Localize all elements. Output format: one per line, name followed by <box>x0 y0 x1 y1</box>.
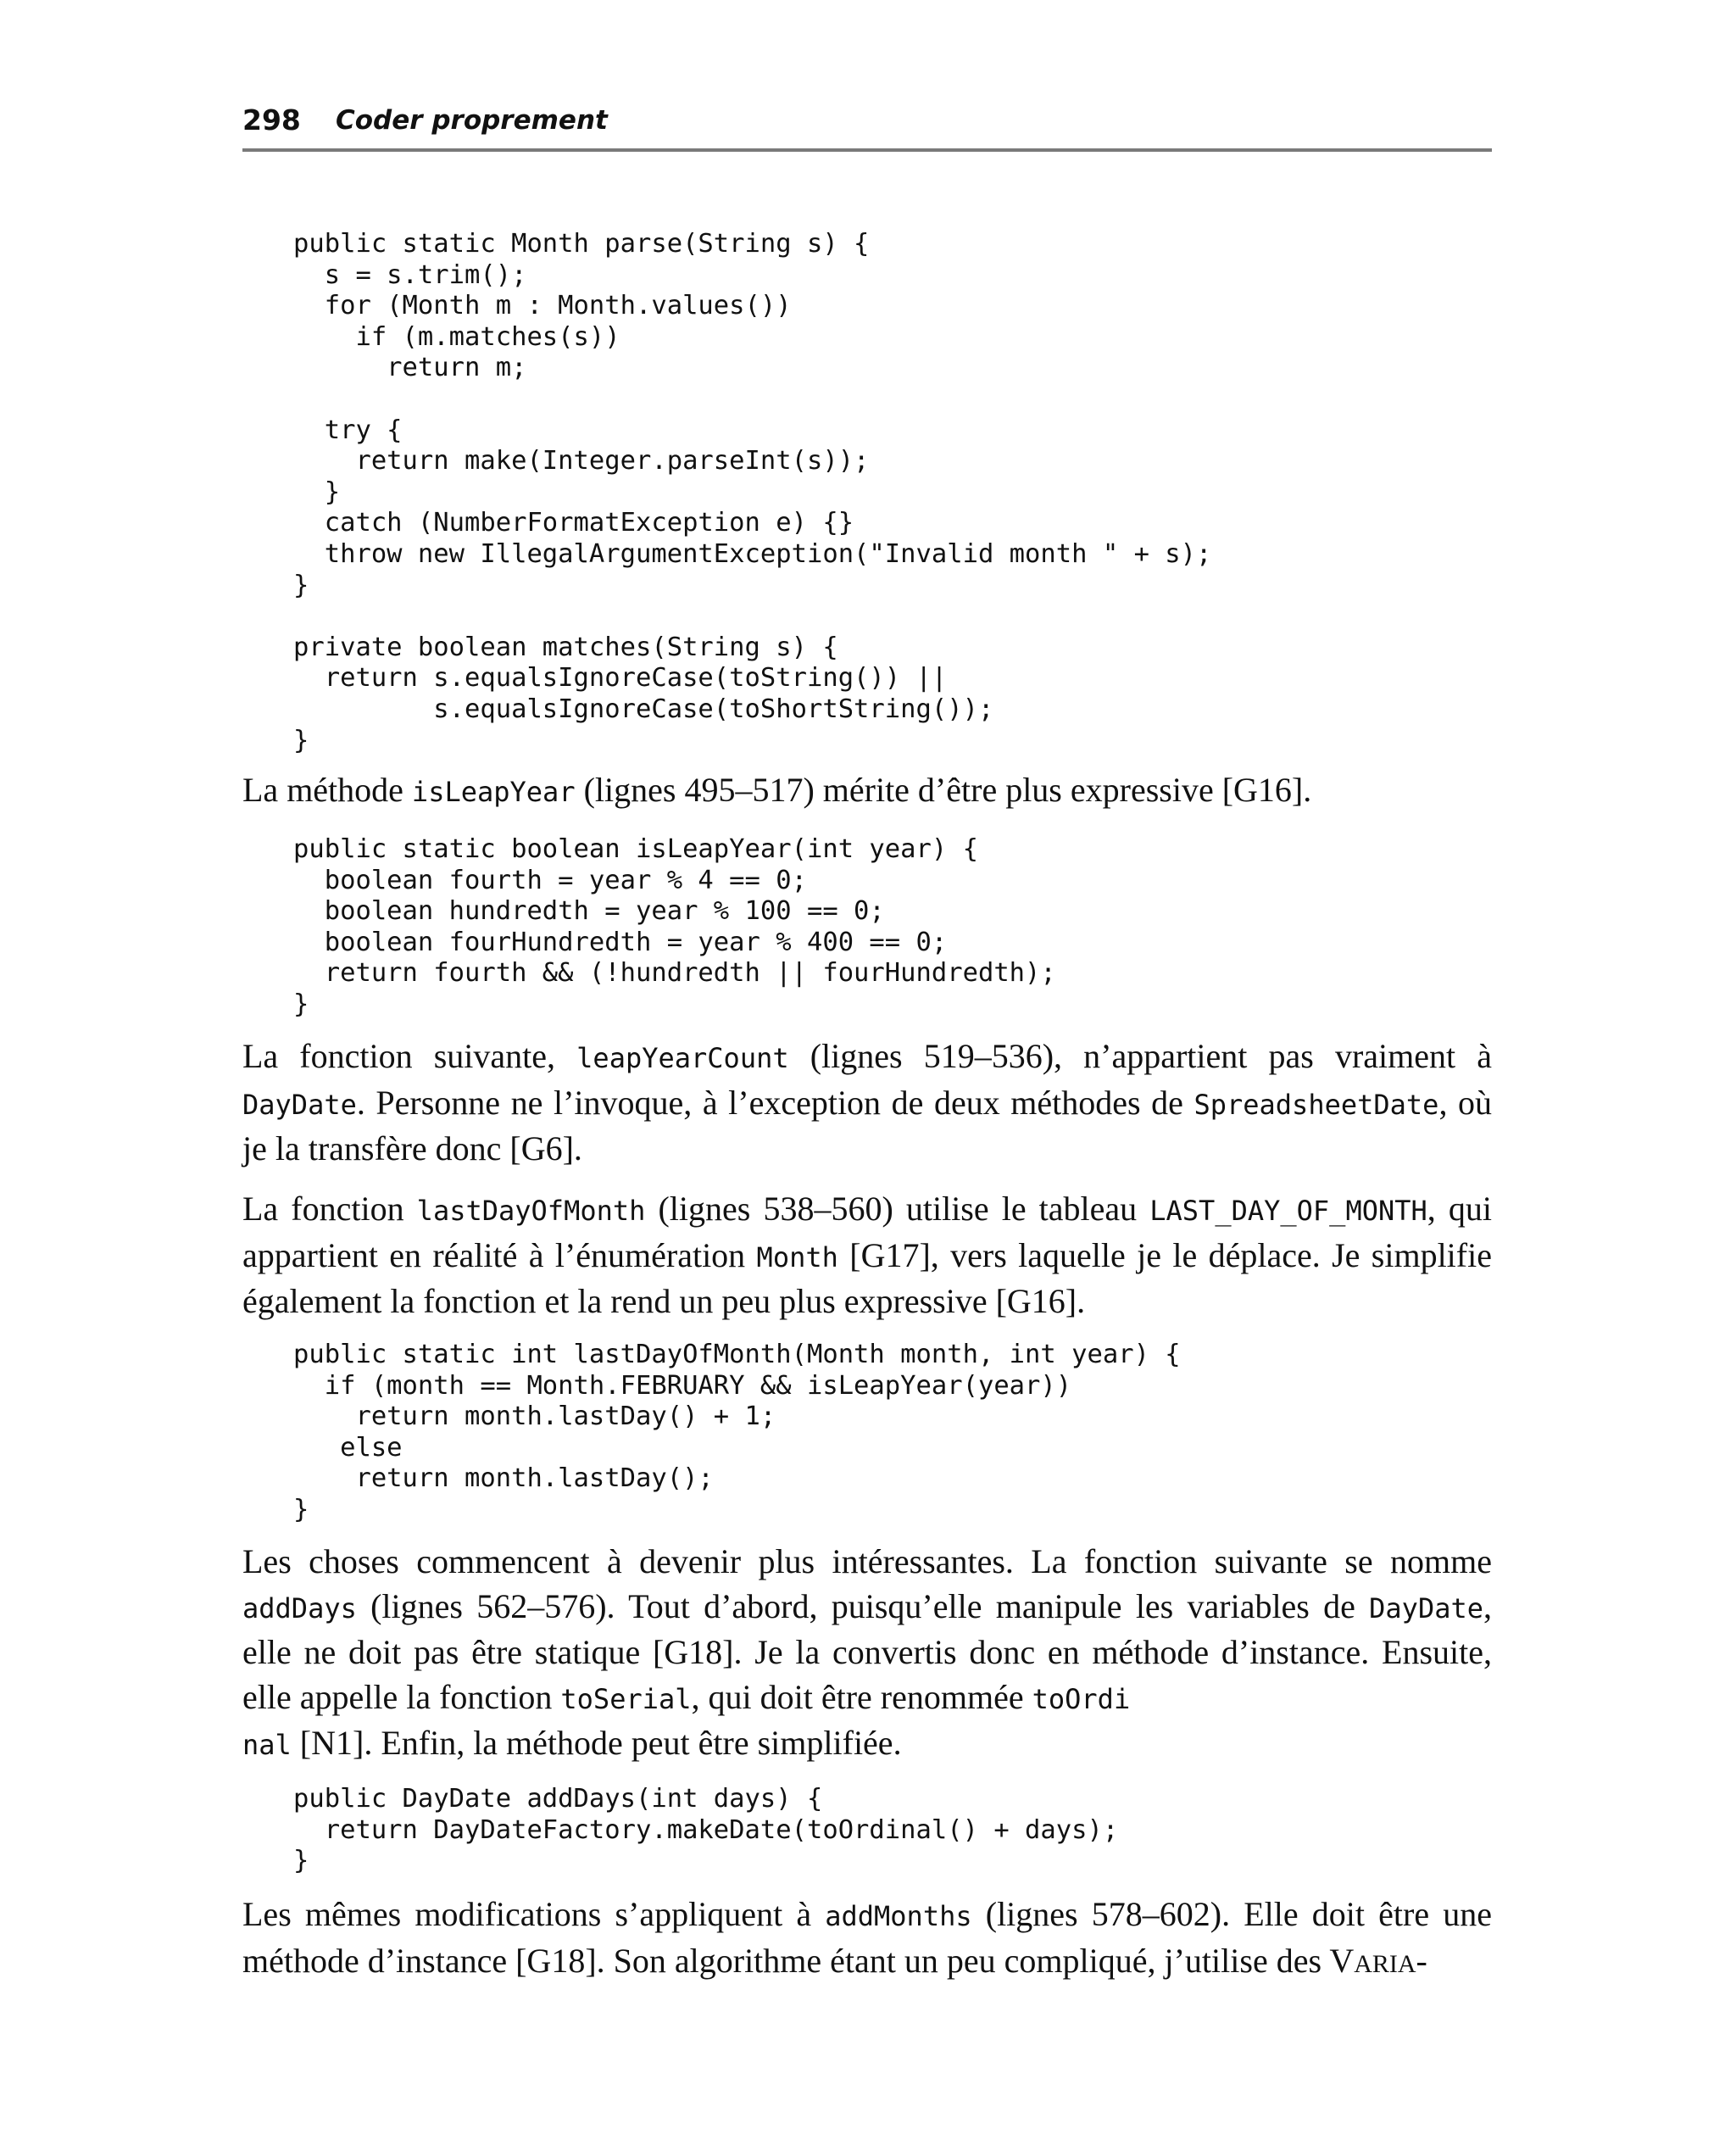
inline-code: Month <box>756 1240 838 1273</box>
paragraph-leapyearcount: La fonction suivante, leapYearCount (lignes 519–536), n’appartient pas vraiment à DayDate. Personne ne l’invoque, à l’exception de deux méthodes de SpreadsheetDate, où je la transfère donc [G6]. <box>242 1037 1493 1168</box>
running-header <box>242 100 1492 151</box>
inline-code: addDays <box>242 1591 357 1625</box>
code-block-isleapyear: public static boolean isLeapYear(int year) { boolean fourth = year % 4 == 0; boolean hundredth = year % 100 == 0; boolean fourHundredth = year % 400 == 0; return fourth && (!hundredth || fourHundredth); } <box>293 834 1056 1019</box>
inline-code: DayDate <box>1369 1591 1483 1625</box>
header-rule <box>242 148 1492 152</box>
paragraph-lastdayofmonth: La fonction lastDayOfMonth (lignes 538–560) utilise le tableau LAST_DAY_OF_MONTH, qui appartient en réalité à l’énumération Month [G17], vers laquelle je le déplace. Je simplifie également la fonction et la rend un peu plus expressive [G16]. <box>242 1190 1492 1320</box>
inline-code: toSerial <box>560 1682 692 1715</box>
paragraph-isleapyear: La méthode isLeapYear (lignes 495–517) mérite d’être plus expressive [G16]. <box>242 771 1312 809</box>
paragraph-addmonths: Les mêmes modifications s’appliquent à addMonths (lignes 578–602). Elle doit être une méthode d’instance [G18]. Son algorithme étant un peu compliqué, j’utilise des VARIA- <box>242 1895 1492 1980</box>
inline-code: leapYearCount <box>576 1042 789 1074</box>
inline-code: toOrdi <box>1032 1682 1131 1715</box>
inline-code: nal <box>242 1729 292 1761</box>
inline-code: DayDate <box>242 1088 357 1121</box>
code-block-lastdayofmonth: public static int lastDayOfMonth(Month month, int year) { if (month == Month.FEBRUARY && isLeapYear(year)) return month.lastDay() + 1; else return month.lastDay(); } <box>293 1340 1181 1524</box>
inline-code: LAST_DAY_OF_MONTH <box>1149 1195 1427 1227</box>
page-number: 298 <box>242 103 301 137</box>
inline-code: addMonths <box>825 1900 972 1932</box>
running-title: Coder proprement <box>336 105 608 136</box>
code-block-parse-matches: public static Month parse(String s) { s = s.trim(); for (Month m : Month.values()) if (m.matches(s)) return m; try { return make(Integer.parseInt(s)); } catch (NumberFormatException e) {} throw new IllegalArgumentException("Invalid month " + s); } private boolean matches(String s) { return s.equalsIgnoreCase(toString()) || s.equalsIgnoreCase(toShortString()); } <box>293 229 1212 755</box>
code-block-adddays: public DayDate addDays(int days) { return DayDateFactory.makeDate(toOrdinal() + days); } <box>293 1784 1119 1876</box>
paragraph-adddays: Les choses commencent à devenir plus intéressantes. La fonction suivante se nomme addDays (lignes 562–576). Tout d’abord, puisqu’elle manipule les variables de DayDate, elle ne doit pas être statique [G18]. Je la convertis donc en méthode d’instance. Ensuite, elle appelle la fonction toSerial, qui doit être renommée toOrdi nal [N1]. Enfin, la méthode peut être simplifiée. <box>242 1542 1492 1762</box>
inline-code: lastDayOfMonth <box>416 1195 646 1227</box>
inline-code: isLeapYear <box>411 776 576 808</box>
inline-code: SpreadsheetDate <box>1194 1088 1439 1121</box>
